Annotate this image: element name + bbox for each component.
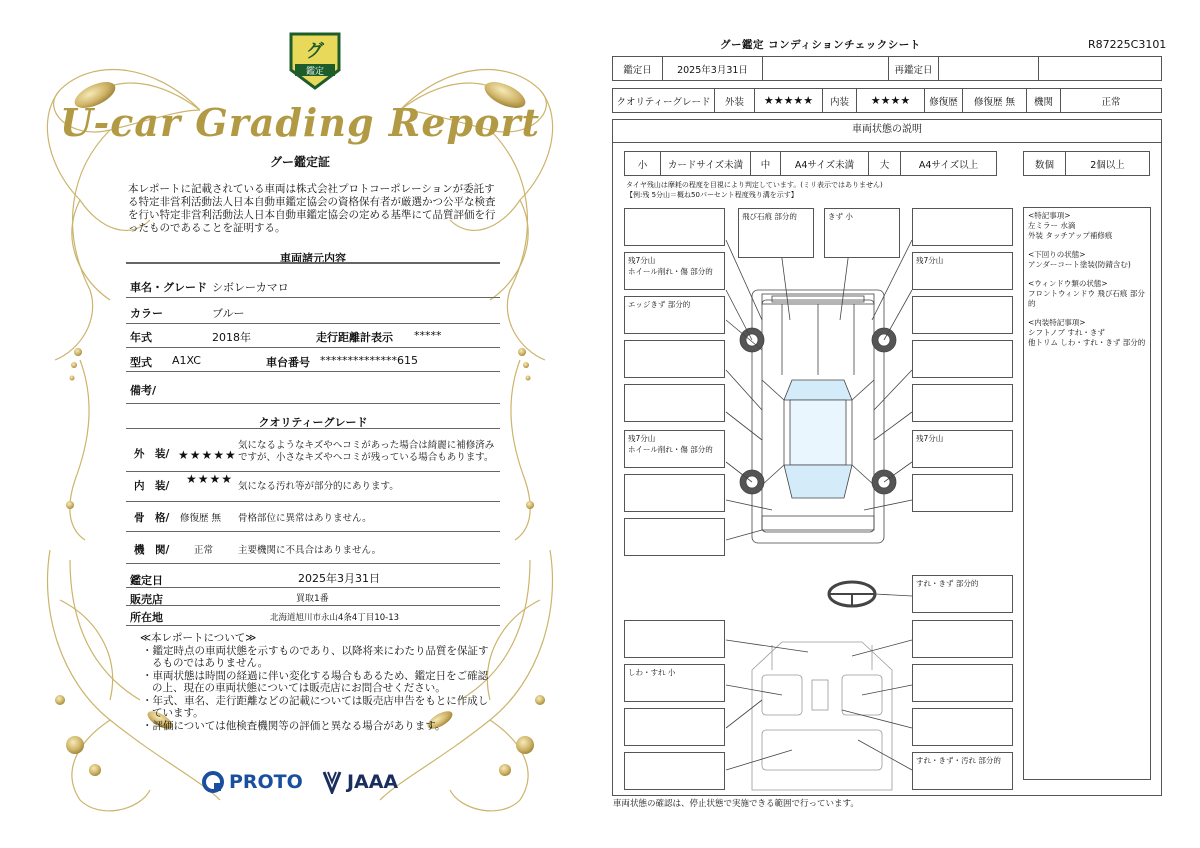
area-box-5	[912, 340, 1013, 378]
quality-heading: クオリティーグレード	[258, 416, 368, 429]
inspection-date: 2025年3月31日	[298, 572, 380, 585]
grade-row-interior: 内 装/ ★★★★ 気になる汚れ等が部分的にあります。	[126, 472, 500, 502]
certificate-intro: 本レポートに記載されている車両は株式会社プロトコーポレーションが委託する特定非営利活動法人日本自動車鑑定協会の資格保有者が厳選かつ公平な検査を行い特定非営利活動法人日本自動車鑑定協会の定める基準にて品質評価を行ったものであることを証明する。	[128, 183, 496, 234]
exterior-stars: ★★★★★	[178, 448, 237, 462]
proto-logo: PROTO	[202, 771, 303, 793]
info-row-date: 鑑定日 2025年3月31日	[126, 568, 500, 588]
area-box-4	[624, 340, 725, 378]
car-name: シボレーカマロ	[212, 281, 289, 294]
area-box-2	[912, 208, 1013, 246]
area-box-3	[912, 296, 1013, 334]
sheet-ext-stars: ★★★★★	[755, 89, 823, 113]
certificate-subtitle: グー鑑定証	[269, 155, 330, 169]
spec-row-color: カラー ブルー	[126, 298, 500, 324]
size-legend-table: 小 カードサイズ未満 中 A4サイズ未満 大 A4サイズ以上	[624, 151, 997, 176]
spec-row-name: 車名・グレード シボレーカマロ	[126, 272, 500, 298]
jaaa-logo: JAAA	[322, 770, 398, 794]
spec-row-remarks: 備考/	[126, 372, 500, 404]
sheet-engine: 正常	[1061, 89, 1162, 113]
sheet-repair: 修復歴 無	[963, 89, 1027, 113]
area-box-1	[624, 208, 725, 246]
interior-box-2	[912, 620, 1013, 658]
report-title: U-car Grading Report	[59, 100, 541, 145]
tire-note: タイヤ残山は摩耗の程度を目視により判定しています。(ミリ表示ではありません) 【例:残 5分山＝概ね50パーセント程度残り溝を示す】	[626, 181, 883, 199]
model-code: A1XC	[172, 354, 201, 367]
sheet-title: グー鑑定 コンディションチェックシート	[720, 39, 921, 51]
count-legend-table: 数個 2個以上	[1023, 151, 1150, 176]
rear-seat-condition: すれ・きず・汚れ 部分的	[912, 752, 1013, 790]
tire-front-right: 残7分山	[912, 252, 1013, 290]
spec-row-year: 年式 2018年 走行距離計表示 *****	[126, 324, 500, 348]
goo-kantei-badge	[285, 30, 345, 92]
grade-row-exterior: 外 装/ ★★★★★ 気になるようなキズやヘコミがあった場合は綺麗に補修済みですが、小さなキズやヘコミが残っている場合もあります。	[126, 438, 500, 472]
reinspect-date	[939, 57, 1039, 81]
interior-box-5	[912, 708, 1013, 746]
interior-box-6	[624, 752, 725, 790]
info-row-dealer: 販売店 買取1番	[126, 588, 500, 606]
seat-left-condition: しわ・すれ 小	[624, 664, 725, 702]
spec-heading: 車両諸元内容	[280, 252, 346, 265]
spec-row-model: 型式 A1XC 車台番号 **************615	[126, 348, 500, 372]
sheet-int-stars: ★★★★	[857, 89, 925, 113]
area-box-6	[624, 384, 725, 422]
tire-rear-right: 残7分山	[912, 430, 1013, 468]
car-year: 2018年	[212, 331, 251, 344]
sheet-id: R87225C3101	[1088, 38, 1167, 51]
area-box-9	[912, 474, 1013, 512]
area-box-top-right: きず 小	[824, 208, 900, 258]
dealer-name: 買取1番	[296, 594, 329, 604]
tire-rear-left: 残7分山 ホイール削れ・傷 部分的	[624, 430, 725, 468]
chassis-number: **************615	[320, 354, 418, 367]
svg-text:グ: グ	[306, 41, 324, 62]
interior-box-4	[624, 708, 725, 746]
steering-condition: すれ・きず 部分的	[912, 575, 1013, 613]
grade-table: クオリティーグレード 外装 ★★★★★ 内装 ★★★★ 修復歴 修復歴 無 機関 正常	[612, 88, 1162, 113]
repair-history: 修復歴 無	[180, 513, 222, 524]
area-box-top-left: 飛び石痕 部分的	[738, 208, 814, 258]
mileage: *****	[414, 329, 442, 342]
area-box-7	[912, 384, 1013, 422]
tire-front-left: 残7分山 ホイール削れ・傷 部分的	[624, 252, 725, 290]
car-color: ブルー	[212, 307, 245, 320]
area-box-8	[624, 474, 725, 512]
interior-box-3	[912, 664, 1013, 702]
date-table: 鑑定日 2025年3月31日 再鑑定日	[612, 56, 1162, 81]
dealer-address: 北海道旭川市永山4条4丁目10-13	[270, 613, 400, 623]
area-edge-scratch: エッジきず 部分的	[624, 296, 725, 334]
badge-text: 鑑定	[305, 67, 325, 77]
sheet-footer: 車両状態の確認は、停止状態で実施できる範囲で行っています。	[613, 799, 859, 809]
special-notes-box: <特記事項> 左ミラー 水滴 外装 タッチアップ補修痕 <下回りの状態> アンダーコート塗装(防錆含む) <ウィンドウ類の状態> フロントウィンドウ 飛び石痕 部分的 <内装特記事項> シフトノブ すれ・きず 他トリム しわ・すれ・きず 部分的	[1023, 207, 1151, 780]
grade-row-engine: 機 関/ 正常 主要機関に不具合はありません。	[126, 532, 500, 564]
sheet-date: 2025年3月31日	[663, 57, 763, 81]
area-box-10	[624, 518, 725, 556]
interior-box-1	[624, 620, 725, 658]
condition-heading: 車両状態の説明	[612, 119, 1162, 143]
grade-row-frame: 骨 格/ 修復歴 無 骨格部位に異常はありません。	[126, 502, 500, 532]
engine-condition: 正常	[194, 545, 214, 556]
report-notes: ≪本レポートについて≫ ・鑑定時点の車両状態を示すものであり、以降将来にわたり品質を保証するものではありません。 ・車両状態は時間の経過に伴い変化する場合もあるため、鑑定日をご確認の上、現在の車両状態については販売店にお問合せください。 ・年式、車名、走行距離などの記載については販売店申告をもとに作成しています。 ・評価については他検査機関等の評価と異なる場合があります。	[140, 632, 489, 732]
info-row-address: 所在地 北海道旭川市永山4条4丁目10-13	[126, 606, 500, 626]
sponsor-logos	[0, 770, 600, 794]
interior-stars: ★★★★	[186, 472, 234, 486]
